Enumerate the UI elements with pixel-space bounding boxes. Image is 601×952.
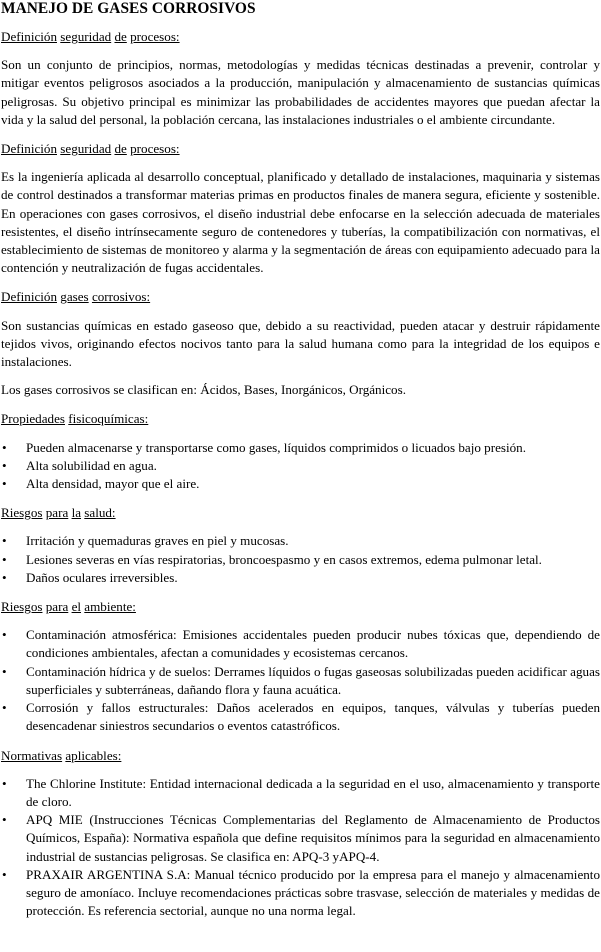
- heading-word: Definición: [1, 29, 57, 44]
- list-item: • Irritación y quemaduras graves en piel y mucosas.: [1, 532, 600, 550]
- section-heading-riesgos-salud: [1, 504, 600, 522]
- list-item: • PRAXAIR ARGENTINA S.A: Manual técnico producido por la empresa para el manejo y almacenamiento seguro de amoníaco. Incluye recomendaciones prácticas sobre trasvase, selección de materiales y medidas de protección. Es referencia sectorial, aunque no una norma legal.: [1, 866, 600, 921]
- list-item: • Daños oculares irreversibles.: [1, 569, 600, 587]
- heading-word: procesos:: [130, 29, 180, 44]
- heading-word: Definición: [1, 141, 57, 157]
- heading-word: corrosivos:: [91, 289, 151, 305]
- section-paragraph: Son un conjunto de principios, normas, metodologías y medidas técnicas destinadas a prevenir, controlar y mitigar eventos peligrosos asociados a la producción, manipulación y almacenamiento de sustancias químicas peligrosas. Su objetivo principal es minimizar las probabilidades de accidentes mayores que puedan afectar la vida y la salud del personal, la población cercana, las instalaciones industriales o el ambiente circundante.: [1, 57, 600, 127]
- heading-word: aplicables:: [65, 747, 122, 763]
- list-item: • Contaminación atmosférica: Emisiones accidentales pueden producir nubes tóxicas que, dependiendo de condiciones ambientales, afectan a comunidades y ecosistemas cercanos.: [1, 626, 600, 662]
- list-item: • Alta densidad, mayor que el aire.: [1, 475, 600, 493]
- heading-word: para: [45, 599, 69, 615]
- heading-word: Normativas: [1, 747, 63, 763]
- heading-word: el: [71, 599, 82, 615]
- section-heading-definicion-seguridad-procesos: [1, 28, 600, 46]
- section-heading-normativas-aplicables: [1, 747, 600, 765]
- list-item: • APQ MIE (Instrucciones Técnicas Complementarias del Reglamento de Almacenamiento de Productos Químicos, España): Normativa española que define requisitos mínimos para la seguridad en almacenamiento industrial de sustancias peligrosas. Se clasifica en: APQ-3 yAPQ-4.: [1, 811, 600, 866]
- bullet-list: [1, 439, 600, 494]
- document-title: MANEJO DE GASES CORROSIVOS: [1, 0, 256, 17]
- heading-word: seguridad: [60, 29, 112, 44]
- section-heading-definicion-gases-corrosivos: [1, 288, 600, 306]
- heading-word: fisicoquímicas:: [68, 411, 149, 427]
- section-heading-definicion-seguridad-procesos-2: [1, 140, 600, 158]
- list-item: • Corrosión y fallos estructurales: Daños acelerados en equipos, tanques, válvulas y tuberías pueden desencadenar siniestros secundarios o eventos catastróficos.: [1, 699, 600, 735]
- bullet-list: [1, 775, 600, 921]
- heading-word: para: [45, 505, 69, 521]
- section-heading-riesgos-ambiente: [1, 598, 600, 616]
- heading-word: seguridad: [60, 141, 112, 157]
- list-item: • Contaminación hídrica y de suelos: Derrames líquidos o fugas gaseosas solubilizadas pueden acidificar aguas superficiales y subterráneas, dañando flora y fauna acuática.: [1, 663, 600, 699]
- heading-word: Definición: [1, 289, 57, 305]
- heading-word: Riesgos: [1, 599, 43, 615]
- section-paragraph: Es la ingeniería aplicada al desarrollo conceptual, planificado y detallado de instalaciones, maquinaria y sistemas de control destinados a transformar materias primas en productos finales de manera segura, eficiente y sostenible. En operaciones con gases corrosivos, el diseño industrial debe enfocarse en la selección adecuada de materiales resistentes, el diseño intrínsecamente seguro de contenedores y tuberías, la compatibilización con normativas, el establecimiento de sistemas de monitoreo y alarma y la segmentación de áreas con equipamiento adecuado para la contención y neutralización de fugas accidentales.: [1, 169, 600, 276]
- section-heading-propiedades-fisicoquimicas: [1, 410, 600, 428]
- list-item: • The Chlorine Institute: Entidad internacional dedicada a la seguridad en el uso, almacenamiento y transporte de cloro.: [1, 775, 600, 811]
- list-item: • Lesiones severas en vías respiratorias, broncoespasmo y en casos extremos, edema pulmonar letal.: [1, 551, 600, 569]
- bullet-list: [1, 626, 600, 735]
- heading-word: ambiente:: [84, 599, 136, 615]
- heading-word: Propiedades: [1, 411, 65, 427]
- heading-word: de: [114, 141, 127, 157]
- heading-word: gases: [60, 289, 89, 305]
- heading-word: procesos:: [130, 141, 180, 157]
- classification-paragraph: Los gases corrosivos se clasifican en: Ácidos, Bases, Inorgánicos, Orgánicos.: [1, 382, 406, 398]
- heading-word: la: [71, 505, 82, 521]
- heading-word: salud:: [84, 505, 116, 521]
- section-paragraph: Son sustancias químicas en estado gaseoso que, debido a su reactividad, pueden atacar y destruir rápidamente tejidos vivos, originando efectos nocivos tanto para la salud humana como para la integridad de los equipos e instalaciones.: [1, 317, 600, 370]
- heading-word: de: [114, 29, 127, 44]
- bullet-list: [1, 532, 600, 587]
- list-item: • Alta solubilidad en agua.: [1, 457, 600, 475]
- heading-word: Riesgos: [1, 505, 43, 521]
- list-item: • Pueden almacenarse y transportarse como gases, líquidos comprimidos o licuados bajo presión.: [1, 439, 600, 457]
